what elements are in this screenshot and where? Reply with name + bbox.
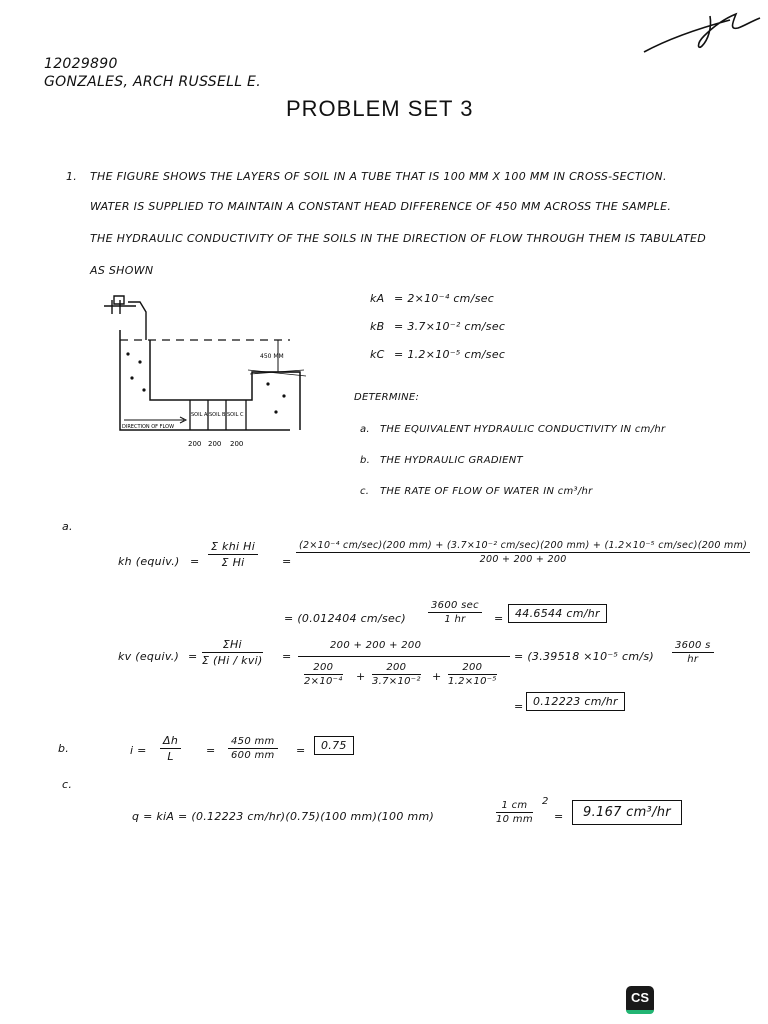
student-id: 12029890 — [44, 56, 118, 72]
signature-drawing — [640, 8, 765, 56]
length-label-1: 200 — [188, 440, 202, 448]
length-label-2: 200 — [208, 440, 222, 448]
part-a-letter: a. — [62, 520, 73, 533]
kv-plus-2: + — [432, 670, 442, 683]
k-c-value: = 1.2×10⁻⁵ cm/sec — [394, 348, 506, 361]
kv-eq-3: = — [514, 700, 524, 713]
gradient-lhs: i = — [130, 744, 147, 757]
problem-line-1: THE FIGURE SHOWS THE LAYERS OF SOIL IN A TUBE THAT IS 100 MM X 100 MM IN CROSS-SECTION. — [90, 170, 667, 183]
kh-eq-1: = — [190, 555, 200, 568]
soil-label-c: SOIL C — [227, 412, 244, 418]
problem-number: 1. — [66, 170, 78, 183]
kv-formula: ΣHi Σ (Hi / kvi) — [202, 638, 263, 667]
soil-label-a: SOIL A — [191, 412, 208, 418]
kv-term-2: $\frac{200}{\text{3.7×10⁻²}}$ — [372, 662, 421, 687]
problem-line-3: THE HYDRAULIC CONDUCTIVITY OF THE SOILS IN THE DIRECTION OF FLOW THROUGH THEM IS TABULATED — [90, 232, 706, 245]
kv-plus-1: + — [356, 670, 366, 683]
k-b-value: = 3.7×10⁻² cm/sec — [394, 320, 506, 333]
problem-line-2: WATER IS SUPPLIED TO MAINTAIN A CONSTANT HEAD DIFFERENCE OF 450 MM ACROSS THE SAMPLE. — [90, 200, 672, 213]
student-name: GONZALES, ARCH RUSSELL E. — [44, 74, 261, 90]
kh-substitution: (2×10⁻⁴ cm/sec)(200 mm) + (3.7×10⁻² cm/sec)(200 mm) + (1.2×10⁻⁵ cm/sec)(200 mm) 200 + 200 + 200 — [296, 540, 750, 565]
kv-sub-num: 200 + 200 + 200 — [330, 640, 422, 651]
gradient-formula: $\frac{\Delta h}{L}$ — [160, 734, 181, 763]
soil-tube-figure — [100, 292, 315, 454]
kv-eq-2: = — [282, 650, 292, 663]
kv-term-1: $\frac{200}{\text{2×10⁻⁴}}$ — [304, 662, 343, 687]
gradient-eq-2: = — [296, 744, 306, 757]
camscanner-badge: CS — [626, 986, 654, 1014]
flow-rate-answer: 9.167 cm³/hr — [572, 800, 682, 825]
gradient-eq-1: = — [206, 744, 216, 757]
kh-label: kh (equiv.) — [118, 555, 180, 568]
kv-eq-1: = — [188, 650, 198, 663]
length-label-3: 200 — [230, 440, 244, 448]
kh-eq-2: = — [282, 555, 292, 568]
kh-convert-value: = (0.012404 cm/sec) — [284, 612, 406, 625]
determine-c-text: THE RATE OF FLOW OF WATER IN cm³/hr — [380, 486, 593, 497]
kv-convert-factor: $\frac{3600 s}{hr}$ — [672, 640, 714, 665]
k-a-value: = 2×10⁻⁴ cm/sec — [394, 292, 495, 305]
soil-label-b: SOIL B — [209, 412, 226, 418]
part-c-letter: c. — [62, 778, 73, 791]
kh-convert-factor: 3600 sec 1 hr — [428, 600, 482, 625]
k-b-label: kB — [370, 320, 385, 333]
kh-formula: Σ khi Hi Σ Hi — [208, 540, 258, 569]
determine-a-text: THE EQUIVALENT HYDRAULIC CONDUCTIVITY IN cm/hr — [380, 424, 666, 435]
determine-label: DETERMINE: — [354, 392, 420, 403]
determine-c-letter: c. — [360, 486, 370, 497]
problem-line-4: AS SHOWN — [90, 264, 154, 277]
kv-term-3: $\frac{200}{\text{1.2×10⁻⁵}}$ — [448, 662, 497, 687]
part-b-letter: b. — [58, 742, 70, 755]
gradient-answer: 0.75 — [314, 736, 354, 755]
k-c-label: kC — [370, 348, 385, 361]
kh-eq-3: = — [494, 612, 504, 625]
k-a-label: kA — [370, 292, 385, 305]
flow-rate-conversion: $\frac{1 cm}{10 mm}$ — [496, 800, 533, 825]
kv-convert-value: = (3.39518 ×10⁻⁵ cm/s) — [514, 650, 655, 663]
kv-label: kv (equiv.) — [118, 650, 180, 663]
flow-label: DIRECTION OF FLOW — [122, 424, 175, 430]
head-label: 450 MM — [260, 353, 284, 360]
page-title: PROBLEM SET 3 — [286, 96, 474, 121]
kv-answer: 0.12223 cm/hr — [526, 692, 625, 711]
determine-a-letter: a. — [360, 424, 370, 435]
kh-answer: 44.6544 cm/hr — [508, 604, 607, 623]
determine-b-letter: b. — [360, 455, 371, 466]
gradient-values: $\frac{450 mm}{600 mm}$ — [228, 736, 278, 761]
flow-rate-eq: = — [554, 810, 564, 823]
flow-rate-square: 2 — [542, 796, 549, 807]
determine-b-text: THE HYDRAULIC GRADIENT — [380, 455, 523, 466]
kv-sub-bar — [298, 656, 510, 657]
flow-rate-expression: q = kiA = (0.12223 cm/hr)(0.75)(100 mm)(100 mm) — [132, 810, 435, 823]
